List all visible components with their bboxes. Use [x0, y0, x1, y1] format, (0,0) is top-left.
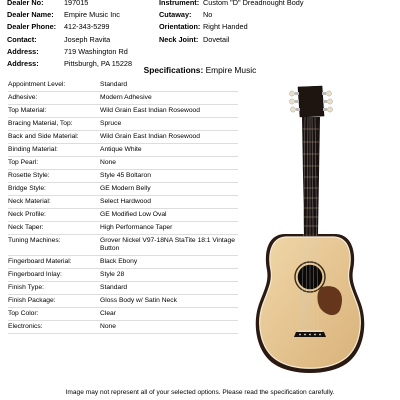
- spec-value: Black Ebony: [100, 258, 138, 266]
- dealer-value: 412-343-5299: [64, 22, 110, 32]
- spec-value: Clear: [100, 310, 116, 318]
- spec-key: Binding Material:: [8, 146, 58, 153]
- spec-key: Back and Side Material:: [8, 133, 79, 140]
- spec-key: Electronics:: [8, 323, 43, 331]
- dealer-label: Contact:: [7, 34, 37, 44]
- spec-key: Appointment Level:: [8, 81, 66, 88]
- spec-row: [8, 196, 238, 209]
- spec-key: Top Color:: [8, 310, 39, 318]
- spec-row: [8, 235, 238, 256]
- spec-row: [8, 105, 238, 118]
- spec-value: None: [100, 159, 116, 166]
- spec-key: Finish Type:: [8, 284, 44, 292]
- spec-row: [8, 118, 238, 131]
- spec-row: [8, 222, 238, 235]
- spec-value: Standard: [100, 81, 128, 88]
- instrument-row: [159, 34, 304, 46]
- spec-key: Top Pearl:: [8, 159, 39, 166]
- spec-key: Neck Profile:: [8, 211, 46, 218]
- dealer-value: 197015: [64, 0, 89, 7]
- spec-value: Wild Grain East Indian Rosewood: [100, 133, 200, 140]
- dealer-value: 719 Washington Rd: [64, 46, 128, 56]
- instrument-row: [159, 0, 304, 9]
- spec-value: Select Hardwood: [100, 198, 151, 205]
- spec-row: [8, 157, 238, 170]
- specifications-dealer: Empire Music: [205, 65, 257, 75]
- spec-row: [8, 256, 238, 269]
- dealer-value: Empire Music Inc: [64, 10, 120, 20]
- instrument-value: Dovetail: [203, 34, 230, 44]
- spec-key: Fingerboard Material:: [8, 258, 72, 266]
- dealer-info: [7, 0, 159, 70]
- spec-row: [8, 295, 238, 308]
- instrument-label: Orientation:: [159, 22, 201, 32]
- dealer-row: [7, 34, 159, 46]
- instrument-row: [159, 21, 304, 33]
- spec-value: Style 45 Boltaron: [100, 172, 151, 179]
- spec-row: [8, 92, 238, 105]
- spec-value: Wild Grain East Indian Rosewood: [100, 107, 200, 114]
- spec-row: [8, 321, 238, 334]
- dealer-row: [7, 46, 159, 58]
- spec-key: Adhesive:: [8, 94, 38, 101]
- instrument-label: Cutaway:: [159, 10, 192, 20]
- spec-value: Style 28: [100, 271, 125, 279]
- instrument-info: [159, 0, 304, 46]
- spec-value: High Performance Taper: [100, 224, 173, 231]
- spec-row: [8, 183, 238, 196]
- spec-row: [8, 209, 238, 222]
- headstock: [289, 86, 332, 117]
- specifications-title: [0, 65, 400, 75]
- dealer-label: Dealer Name:: [7, 10, 54, 20]
- spec-row: [8, 170, 238, 183]
- instrument-value: Custom "D" Dreadnought Body: [203, 0, 304, 7]
- spec-value: Spruce: [100, 120, 122, 127]
- disclaimer: Image may not represent all of your selected options. Please read the specification carefully.: [65, 389, 335, 396]
- spec-value: None: [100, 323, 116, 331]
- spec-value: GE Modified Low Oval: [100, 211, 167, 218]
- spec-row: [8, 131, 238, 144]
- dealer-label: Address:: [7, 46, 39, 56]
- dealer-label: Dealer Phone:: [7, 22, 57, 32]
- dealer-label: Address:: [7, 59, 39, 69]
- dealer-row: [7, 21, 159, 33]
- instrument-value: No: [203, 10, 213, 20]
- dealer-value: Joseph Ravita: [64, 34, 111, 44]
- instrument-label: Instrument:: [159, 0, 200, 7]
- spec-key: Top Material:: [8, 107, 47, 114]
- guitar-image: [240, 84, 378, 384]
- dealer-row: [7, 0, 159, 9]
- spec-key: Bridge Style:: [8, 185, 46, 192]
- spec-key: Neck Taper:: [8, 224, 44, 231]
- spec-key: Tuning Machines:: [8, 237, 61, 244]
- spec-key: Fingerboard Inlay:: [8, 271, 62, 279]
- spec-key: Neck Material:: [8, 198, 51, 205]
- dealer-row: [7, 9, 159, 21]
- spec-value: GE Modern Belly: [100, 185, 151, 192]
- spec-value: Standard: [100, 284, 128, 292]
- spec-row: [8, 282, 238, 295]
- instrument-label: Neck Joint:: [159, 34, 199, 44]
- specifications-table: [8, 79, 238, 334]
- spec-row: [8, 144, 238, 157]
- instrument-row: [159, 9, 304, 21]
- spec-value: Gloss Body w/ Satin Neck: [100, 297, 177, 305]
- instrument-value: Right Handed: [203, 22, 248, 32]
- dealer-label: Dealer No:: [7, 0, 44, 7]
- spec-row: [8, 79, 238, 92]
- spec-value: Modern Adhesive: [100, 94, 152, 101]
- dealer-value: Pittsburgh, PA 15228: [64, 59, 133, 69]
- spec-value: Grover Nickel V97-18NA StaTite 18:1 Vintage Button: [100, 237, 235, 253]
- spec-row: [8, 269, 238, 282]
- spec-key: Rosette Style:: [8, 172, 50, 179]
- specifications-label: Specifications:: [143, 65, 204, 75]
- spec-value: Antique White: [100, 146, 142, 153]
- spec-key: Finish Package:: [8, 297, 56, 305]
- spec-row: [8, 308, 238, 321]
- spec-key: Bracing Material, Top:: [8, 120, 73, 127]
